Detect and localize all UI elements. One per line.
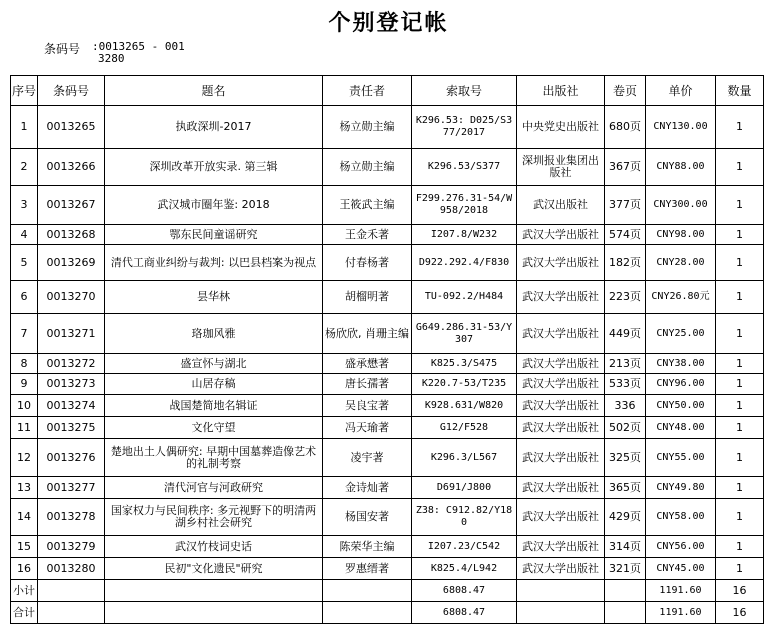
cell-price: CNY48.00 xyxy=(646,417,716,439)
cell-barcode: 0013277 xyxy=(38,477,105,499)
cell-author: 金诗灿著 xyxy=(323,477,412,499)
total-row xyxy=(11,602,764,624)
cell-pages: 680页 xyxy=(605,106,646,149)
cell-pages: 223页 xyxy=(605,281,646,314)
cell-pages: 533页 xyxy=(605,374,646,395)
cell-callno: F299.276.31-54/W958/2018 xyxy=(412,186,517,225)
col-header-price: 单价 xyxy=(646,76,716,106)
cell-barcode: 0013279 xyxy=(38,536,105,558)
cell-pages: 365页 xyxy=(605,477,646,499)
cell-author: 杨立勋主编 xyxy=(323,149,412,186)
cell-seq: 5 xyxy=(11,245,38,281)
cell-callno: D691/J800 xyxy=(412,477,517,499)
col-header-title: 题名 xyxy=(105,76,323,106)
cell-publisher: 深圳报业集团出版社 xyxy=(517,149,605,186)
cell-barcode: 0013266 xyxy=(38,149,105,186)
cell-title: 鄂东民间童谣研究 xyxy=(105,225,323,245)
cell-seq: 4 xyxy=(11,225,38,245)
cell-qty: 1 xyxy=(716,245,764,281)
table-row xyxy=(11,374,764,395)
cell-title: 珞珈风雅 xyxy=(105,314,323,354)
cell-publisher: 武汉大学出版社 xyxy=(517,314,605,354)
total-qty-sum: 16 xyxy=(716,602,764,624)
subtotal-qty-sum: 16 xyxy=(716,580,764,602)
cell-price: CNY25.00 xyxy=(646,314,716,354)
cell-author: 胡榴明著 xyxy=(323,281,412,314)
cell-callno: TU-092.2/H484 xyxy=(412,281,517,314)
cell-barcode: 0013270 xyxy=(38,281,105,314)
cell-empty xyxy=(323,602,412,624)
subtotal-price-sum: 1191.60 xyxy=(646,580,716,602)
cell-price: CNY55.00 xyxy=(646,439,716,477)
cell-publisher: 中央党史出版社 xyxy=(517,106,605,149)
barcode-label: 条码号 xyxy=(44,42,81,56)
cell-pages: 429页 xyxy=(605,499,646,536)
table-row xyxy=(11,225,764,245)
cell-barcode: 0013274 xyxy=(38,395,105,417)
cell-seq: 7 xyxy=(11,314,38,354)
cell-price: CNY49.80 xyxy=(646,477,716,499)
cell-callno: K296.53/S377 xyxy=(412,149,517,186)
cell-callno: D922.292.4/F830 xyxy=(412,245,517,281)
cell-barcode: 0013267 xyxy=(38,186,105,225)
cell-qty: 1 xyxy=(716,314,764,354)
cell-publisher: 武汉大学出版社 xyxy=(517,354,605,374)
cell-title: 昙华林 xyxy=(105,281,323,314)
cell-seq: 16 xyxy=(11,558,38,580)
cell-author: 王金禾著 xyxy=(323,225,412,245)
table-row xyxy=(11,395,764,417)
cell-title: 武汉城市圈年鉴: 2018 xyxy=(105,186,323,225)
cell-barcode: 0013275 xyxy=(38,417,105,439)
cell-empty xyxy=(605,602,646,624)
cell-title: 楚地出土人偶研究: 早期中国墓葬造像艺术的礼制考察 xyxy=(105,439,323,477)
cell-callno: K825.4/L942 xyxy=(412,558,517,580)
cell-publisher: 武汉大学出版社 xyxy=(517,225,605,245)
cell-pages: 449页 xyxy=(605,314,646,354)
cell-author: 杨立勋主编 xyxy=(323,106,412,149)
cell-qty: 1 xyxy=(716,225,764,245)
table-row xyxy=(11,186,764,225)
cell-publisher: 武汉大学出版社 xyxy=(517,395,605,417)
cell-callno: K296.3/L567 xyxy=(412,439,517,477)
cell-seq: 10 xyxy=(11,395,38,417)
cell-title: 民初"文化遗民"研究 xyxy=(105,558,323,580)
cell-title: 战国楚简地名辑证 xyxy=(105,395,323,417)
total-price-sum: 1191.60 xyxy=(646,602,716,624)
cell-price: CNY38.00 xyxy=(646,354,716,374)
cell-callno: G12/F528 xyxy=(412,417,517,439)
cell-seq: 13 xyxy=(11,477,38,499)
table-row xyxy=(11,499,764,536)
col-header-publisher: 出版社 xyxy=(517,76,605,106)
barcode-range-line2: 3280 xyxy=(98,52,125,65)
cell-author: 杨国安著 xyxy=(323,499,412,536)
table-row xyxy=(11,477,764,499)
cell-author: 唐长孺著 xyxy=(323,374,412,395)
cell-seq: 8 xyxy=(11,354,38,374)
cell-title: 清代河官与河政研究 xyxy=(105,477,323,499)
cell-barcode: 0013276 xyxy=(38,439,105,477)
cell-seq: 2 xyxy=(11,149,38,186)
subtotal-row xyxy=(11,580,764,602)
cell-callno: I207.23/C542 xyxy=(412,536,517,558)
cell-author: 盛承懋著 xyxy=(323,354,412,374)
cell-pages: 325页 xyxy=(605,439,646,477)
cell-title: 国家权力与民间秩序: 多元视野下的明清两湖乡村社会研究 xyxy=(105,499,323,536)
table-row xyxy=(11,281,764,314)
cell-publisher: 武汉大学出版社 xyxy=(517,439,605,477)
cell-price: CNY88.00 xyxy=(646,149,716,186)
cell-publisher: 武汉大学出版社 xyxy=(517,536,605,558)
table-row xyxy=(11,439,764,477)
cell-empty xyxy=(517,580,605,602)
cell-price: CNY50.00 xyxy=(646,395,716,417)
col-header-pages: 卷页 xyxy=(605,76,646,106)
cell-author: 冯天瑜著 xyxy=(323,417,412,439)
cell-pages: 213页 xyxy=(605,354,646,374)
header-row xyxy=(11,76,764,106)
cell-author: 王筱武主编 xyxy=(323,186,412,225)
cell-seq: 14 xyxy=(11,499,38,536)
cell-empty xyxy=(517,602,605,624)
cell-barcode: 0013269 xyxy=(38,245,105,281)
cell-publisher: 武汉大学出版社 xyxy=(517,281,605,314)
cell-price: CNY28.00 xyxy=(646,245,716,281)
cell-callno: K928.631/W820 xyxy=(412,395,517,417)
cell-price: CNY58.00 xyxy=(646,499,716,536)
cell-author: 凌宇著 xyxy=(323,439,412,477)
cell-qty: 1 xyxy=(716,558,764,580)
page-title: 个别登记帐 xyxy=(328,10,449,36)
cell-title: 文化守望 xyxy=(105,417,323,439)
cell-publisher: 武汉大学出版社 xyxy=(517,374,605,395)
cell-publisher: 武汉大学出版社 xyxy=(517,245,605,281)
cell-qty: 1 xyxy=(716,477,764,499)
cell-qty: 1 xyxy=(716,417,764,439)
cell-title: 深圳改革开放实录. 第三辑 xyxy=(105,149,323,186)
cell-seq: 11 xyxy=(11,417,38,439)
cell-empty xyxy=(105,602,323,624)
cell-price: CNY56.00 xyxy=(646,536,716,558)
cell-qty: 1 xyxy=(716,106,764,149)
cell-qty: 1 xyxy=(716,374,764,395)
cell-callno: K296.53: D025/S377/2017 xyxy=(412,106,517,149)
cell-pages: 502页 xyxy=(605,417,646,439)
cell-pages: 314页 xyxy=(605,536,646,558)
cell-pages: 377页 xyxy=(605,186,646,225)
table-row xyxy=(11,314,764,354)
col-header-barcode: 条码号 xyxy=(38,76,105,106)
cell-qty: 1 xyxy=(716,281,764,314)
col-header-callno: 索取号 xyxy=(412,76,517,106)
cell-author: 罗惠缙著 xyxy=(323,558,412,580)
cell-seq: 15 xyxy=(11,536,38,558)
cell-qty: 1 xyxy=(716,439,764,477)
cell-price: CNY130.00 xyxy=(646,106,716,149)
table-row xyxy=(11,558,764,580)
table-row xyxy=(11,245,764,281)
col-header-seq: 序号 xyxy=(11,76,38,106)
cell-publisher: 武汉大学出版社 xyxy=(517,417,605,439)
cell-seq: 12 xyxy=(11,439,38,477)
cell-qty: 1 xyxy=(716,149,764,186)
table-row xyxy=(11,354,764,374)
cell-price: CNY96.00 xyxy=(646,374,716,395)
cell-publisher: 武汉大学出版社 xyxy=(517,477,605,499)
cell-callno: I207.8/W232 xyxy=(412,225,517,245)
cell-price: CNY98.00 xyxy=(646,225,716,245)
cell-empty xyxy=(605,580,646,602)
cell-pages: 367页 xyxy=(605,149,646,186)
subtotal-label: 小计 xyxy=(11,580,38,602)
cell-callno: K220.7-53/T235 xyxy=(412,374,517,395)
cell-barcode: 0013268 xyxy=(38,225,105,245)
cell-title: 清代工商业纠纷与裁判: 以巴县档案为视点 xyxy=(105,245,323,281)
cell-seq: 1 xyxy=(11,106,38,149)
cell-barcode: 0013265 xyxy=(38,106,105,149)
cell-qty: 1 xyxy=(716,186,764,225)
cell-qty: 1 xyxy=(716,499,764,536)
cell-callno: K825.3/S475 xyxy=(412,354,517,374)
cell-barcode: 0013273 xyxy=(38,374,105,395)
cell-pages: 336 xyxy=(605,395,646,417)
cell-callno: Z38: C912.82/Y180 xyxy=(412,499,517,536)
cell-pages: 321页 xyxy=(605,558,646,580)
cell-author: 杨欣欣, 肖珊主编 xyxy=(323,314,412,354)
cell-barcode: 0013278 xyxy=(38,499,105,536)
barcode-range xyxy=(92,41,185,65)
table-row xyxy=(11,536,764,558)
cell-qty: 1 xyxy=(716,354,764,374)
cell-title: 山居存稿 xyxy=(105,374,323,395)
cell-price: CNY300.00 xyxy=(646,186,716,225)
total-label: 合计 xyxy=(11,602,38,624)
cell-callno: G649.286.31-53/Y307 xyxy=(412,314,517,354)
cell-seq: 9 xyxy=(11,374,38,395)
cell-title: 执政深圳-2017 xyxy=(105,106,323,149)
cell-author: 陈荣华主编 xyxy=(323,536,412,558)
cell-empty xyxy=(105,580,323,602)
cell-seq: 6 xyxy=(11,281,38,314)
cell-author: 付春杨著 xyxy=(323,245,412,281)
cell-pages: 182页 xyxy=(605,245,646,281)
col-header-author: 责任者 xyxy=(323,76,412,106)
cell-seq: 3 xyxy=(11,186,38,225)
cell-qty: 1 xyxy=(716,536,764,558)
cell-empty xyxy=(323,580,412,602)
cell-publisher: 武汉出版社 xyxy=(517,186,605,225)
table-row xyxy=(11,106,764,149)
cell-barcode: 0013271 xyxy=(38,314,105,354)
table-row xyxy=(11,149,764,186)
col-header-qty: 数量 xyxy=(716,76,764,106)
table-row xyxy=(11,417,764,439)
barcode-range-line1: :0013265 - 001 xyxy=(92,40,185,53)
cell-title: 盛宣怀与湖北 xyxy=(105,354,323,374)
cell-pages: 574页 xyxy=(605,225,646,245)
total-callno-sum: 6808.47 xyxy=(412,602,517,624)
register-table xyxy=(10,75,764,624)
table-body xyxy=(11,106,764,624)
cell-publisher: 武汉大学出版社 xyxy=(517,499,605,536)
cell-qty: 1 xyxy=(716,395,764,417)
cell-publisher: 武汉大学出版社 xyxy=(517,558,605,580)
subtotal-callno-sum: 6808.47 xyxy=(412,580,517,602)
cell-empty xyxy=(38,602,105,624)
cell-empty xyxy=(38,580,105,602)
cell-price: CNY26.80元 xyxy=(646,281,716,314)
cell-price: CNY45.00 xyxy=(646,558,716,580)
cell-title: 武汉竹枝词史话 xyxy=(105,536,323,558)
cell-barcode: 0013272 xyxy=(38,354,105,374)
cell-author: 吴良宝著 xyxy=(323,395,412,417)
cell-barcode: 0013280 xyxy=(38,558,105,580)
